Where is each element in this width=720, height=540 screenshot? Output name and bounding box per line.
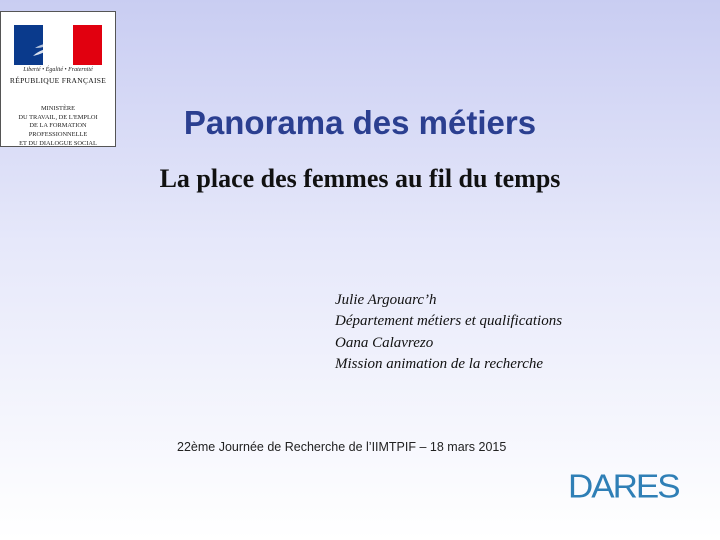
dares-logo: DARES (568, 468, 679, 506)
author-line: Julie Argouarc’h (335, 292, 437, 308)
author-line: Département métiers et qualifications (335, 313, 563, 330)
republic-motto: Liberté • Égalité • Fraternité (23, 67, 93, 73)
slide-subtitle: La place des femmes au fil du temps (159, 164, 561, 193)
authors-block (335, 290, 562, 375)
ministry-name: MINISTÈRE DU TRAVAIL, DE L'EMPLOI DE LA FORMATION PROFESSIONNELLE ET DU DIALOGUE SOCIAL (18, 105, 98, 147)
marianne-icon (31, 28, 83, 64)
author-line: Oana Calavrezo (335, 334, 434, 351)
republic-name: RÉPUBLIQUE FRANÇAISE (9, 76, 107, 85)
slide-title: Panorama des métiers (183, 104, 537, 141)
author-line: Mission animation de la recherche (335, 355, 544, 372)
event-caption: 22ème Journée de Recherche de l’IIMTPIF – 18 mars 2015 (177, 440, 507, 454)
